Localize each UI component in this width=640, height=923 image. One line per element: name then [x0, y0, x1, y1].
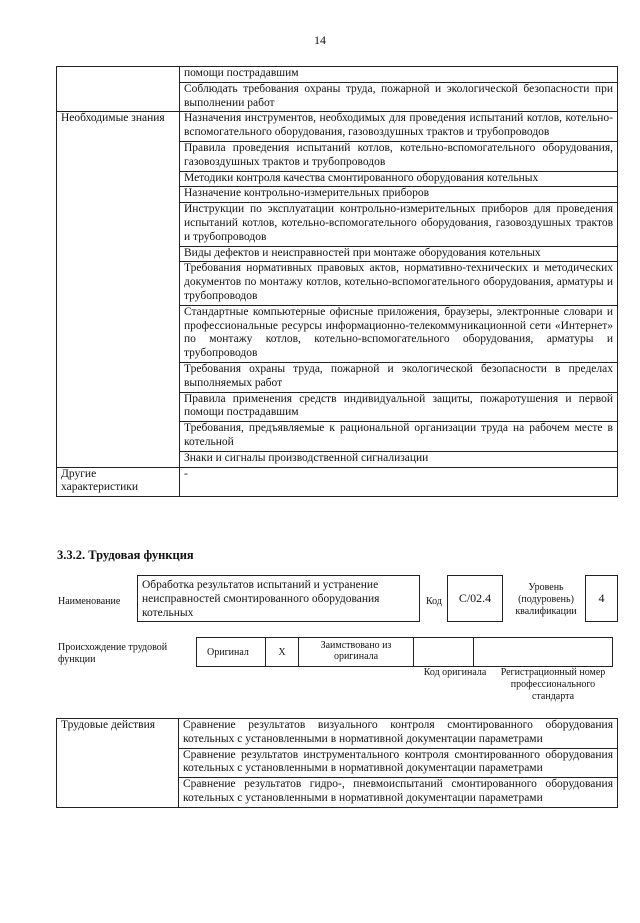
origin-label: Происхождение трудовой функции [58, 642, 168, 665]
page-number: 14 [314, 33, 326, 47]
level-label: Уровень (подуровень) квалификации [515, 582, 577, 617]
table-cell: Знаки и сигналы производственной сигнализации [180, 451, 618, 467]
table-row [57, 719, 618, 749]
table-row [57, 112, 618, 142]
code-value: С/02.4 [447, 575, 503, 622]
section-heading: 3.3.2. Трудовая функция [57, 548, 194, 562]
name-label: Наименование [58, 596, 121, 607]
origin-reg-cell [473, 637, 613, 667]
table-cell: Требования, предъявляемые к рациональной организации труда на рабочем месте в котельной [180, 422, 618, 452]
origin-row [197, 637, 613, 667]
table-cell: Назначение контрольно-измерительных приборов [180, 187, 618, 203]
caption-code: Код оригинала [423, 667, 487, 678]
table-cell: Сравнение результатов визуального контроля смонтированного оборудования котельных с установленными в нормативной документации параметрами [179, 719, 618, 749]
level-value: 4 [585, 575, 618, 622]
actions-table [56, 718, 618, 808]
table-cell: Стандартные компьютерные офисные приложения, браузеры, электронные словари и профессиональные ресурсы информационно-телекоммуникационной сети «Интернет» по монтажу котлов, котельно-вспомогательного оборудования, арматуры и трубопроводов [180, 305, 618, 362]
table-cell: Требования нормативных правовых актов, нормативно-технических и методических документов по монтажу котлов, котельно-вспомогательного оборудования, арматуры и трубопроводов [180, 262, 618, 305]
code-label: Код [426, 596, 442, 607]
caption-reg: Регистрационный номер профессионального стандарта [500, 667, 606, 702]
table-row [57, 467, 618, 497]
origin-mark: X [265, 637, 299, 667]
other-label: Другие характеристики [57, 467, 180, 497]
name-value: Обработка результатов испытаний и устранение неисправностей смонтированного оборудования котельных [137, 575, 420, 622]
table-cell: Виды дефектов и неисправностей при монтаже оборудования котельных [180, 246, 618, 262]
origin-borrowed: Заимствовано из оригинала [298, 637, 414, 667]
table-cell: Назначения инструментов, необходимых для проведения испытаний котлов, котельно-вспомогательного оборудования, газовоздушных трактов и трубопроводов [180, 112, 618, 142]
table-cell-empty [57, 67, 180, 112]
table-cell: Сравнение результатов гидро-, пневмоиспытаний смонтированного оборудования котельных с установленными в нормативной документации параметрами [179, 778, 618, 808]
table-cell: - [180, 467, 618, 497]
table-cell: Соблюдать требования охраны труда, пожарной и экологической безопасности при выполнении работ [180, 82, 618, 112]
origin-original: Оригинал [196, 637, 266, 667]
table-cell: Методики контроля качества смонтированного оборудования котельных [180, 171, 618, 187]
table-cell: Правила проведения испытаний котлов, котельно-вспомогательного оборудования, газовоздушных трактов и трубопроводов [180, 141, 618, 171]
table-cell: Правила применения средств индивидуальной защиты, пожаротушения и первой помощи пострадавшим [180, 392, 618, 422]
knowledge-table [56, 66, 618, 497]
table-cell: Требования охраны труда, пожарной и экологической безопасности в пределах выполняемых работ [180, 362, 618, 392]
knowledge-label: Необходимые знания [57, 112, 180, 467]
origin-code-cell [413, 637, 474, 667]
table-cell: Инструкции по эксплуатации контрольно-измерительных приборов для проведения испытаний котлов, котельно-вспомогательного оборудования, газовоздушных трактов и трубопроводов [180, 203, 618, 246]
table-cell: помощи пострадавшим [180, 67, 618, 83]
table-cell: Сравнение результатов инструментального контроля смонтированного оборудования котельных с установленными в нормативной документации параметрами [179, 748, 618, 778]
table-row [57, 67, 618, 83]
actions-label: Трудовые действия [57, 719, 179, 808]
